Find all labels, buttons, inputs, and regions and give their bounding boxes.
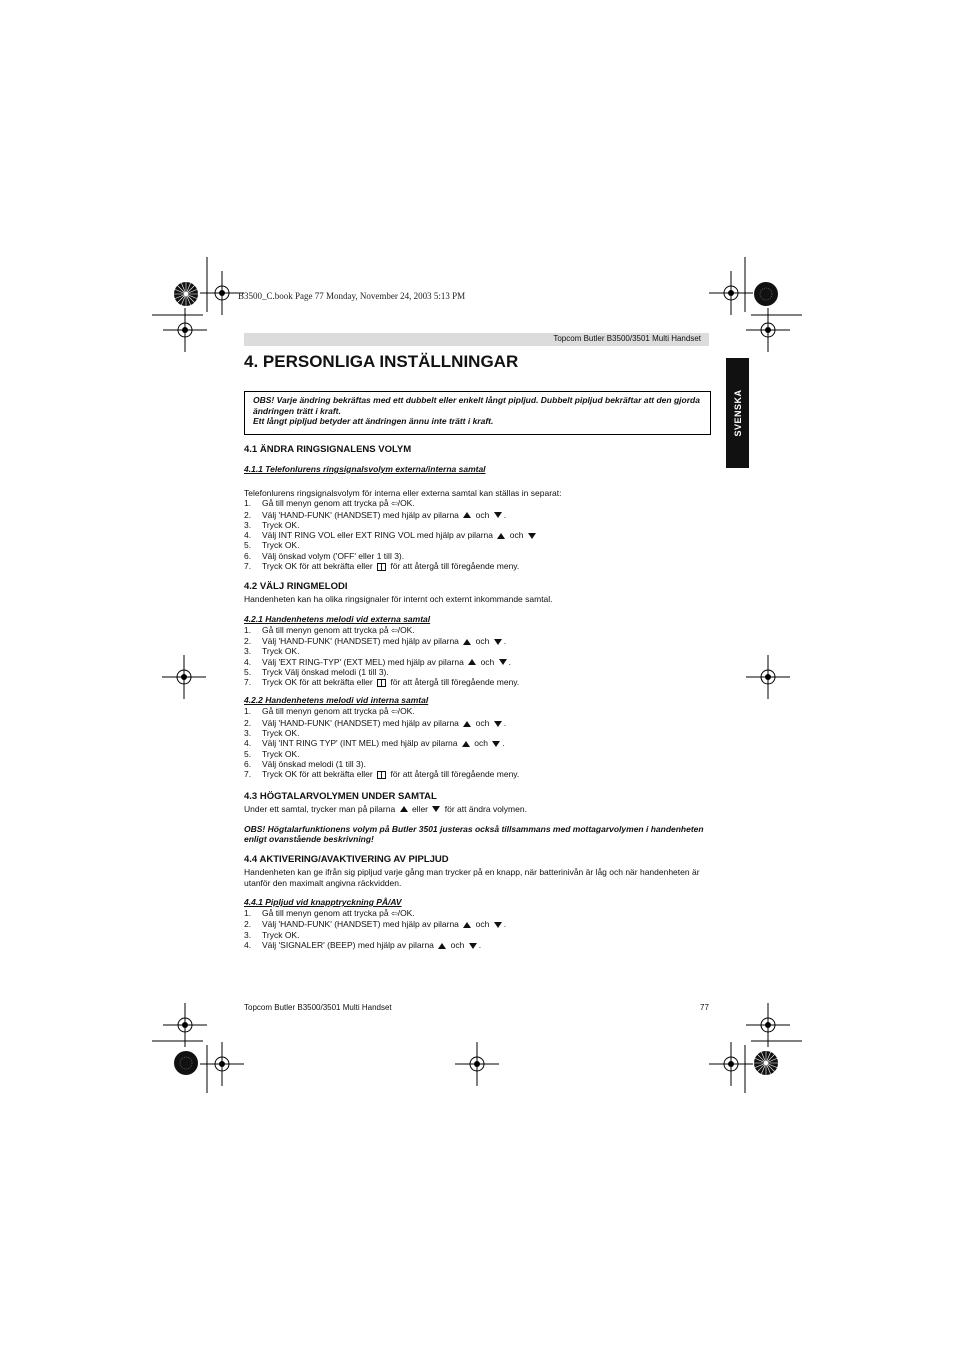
arrow-up-icon	[463, 922, 471, 928]
obs-notice-line-1: OBS! Varje ändring bekräftas med ett dubbelt eller enkelt långt pipljud. Dubbelt pipljud bekräftar att den gjorda ändringen trätt i kraft.	[253, 395, 700, 416]
obs-notice-box	[244, 391, 711, 435]
arrow-up-icon	[468, 659, 476, 665]
list-item: 3. Tryck OK.	[244, 929, 300, 940]
list-item: 7. Tryck OK för att bekräfta eller för att återgå till föregående meny.	[244, 769, 520, 780]
subsection-heading-4-2-1: 4.2.1 Handenhetens melodi vid externa samtal	[244, 613, 431, 624]
section-heading-4-3: 4.3 HÖGTALARVOLYMEN UNDER SAMTAL	[244, 790, 437, 802]
main-content	[244, 444, 709, 950]
arrow-up-icon	[463, 512, 471, 518]
arrow-up-icon	[463, 639, 471, 645]
section-heading-4-2: 4.2 VÄLJ RINGMELODI	[244, 581, 348, 593]
menu-key-icon: ⇦	[391, 499, 398, 509]
list-item: 4. Välj 'EXT RING-TYP' (EXT MEL) med hjälp av pilarna och .	[244, 656, 512, 667]
list-item: 6. Välj önskad volym ('OFF' eller 1 till 3).	[244, 550, 405, 561]
steps-list-4-4-1	[244, 908, 709, 950]
arrow-up-icon	[497, 533, 505, 539]
list-item: 2. Välj 'HAND-FUNK' (HANDSET) med hjälp av pilarna och .	[244, 717, 507, 728]
arrow-down-icon	[494, 639, 502, 645]
list-item: 7. Tryck OK för att bekräfta eller för att återgå till föregående meny.	[244, 677, 520, 688]
list-item: 1. Gå till menyn genom att trycka på ⇦/OK.	[244, 908, 415, 919]
phonebook-key-icon	[377, 679, 386, 687]
list-item: 5. Tryck OK.	[244, 748, 300, 759]
obs-speaker-note: OBS! Högtalarfunktionens volym på Butler 3501 justeras också tillsammans med mottagarvolymen i handenheten enligt ovanstående beskrivning!	[244, 823, 704, 845]
list-item: 2. Välj 'HAND-FUNK' (HANDSET) med hjälp av pilarna och .	[244, 635, 507, 646]
language-tab-label: SVENSKA	[732, 389, 743, 437]
arrow-down-icon	[499, 659, 507, 665]
list-item: 3. Tryck OK.	[244, 646, 300, 657]
list-item: 2. Välj 'HAND-FUNK' (HANDSET) med hjälp av pilarna och .	[244, 919, 507, 930]
list-item: 5. Tryck OK.	[244, 540, 300, 551]
arrow-up-icon	[463, 721, 471, 727]
list-item: 4. Välj 'SIGNALER' (BEEP) med hjälp av pilarna och .	[244, 939, 482, 950]
paragraph-4-4-intro: Handenheten kan ge ifrån sig pipljud varje gång man trycker på en knapp, när batterinivån är låg och när handenheten är utanför den maximalt angivna räckvidden.	[244, 867, 700, 888]
menu-key-icon: ⇦	[391, 707, 398, 717]
list-item: 4. Välj 'INT RING TYP' (INT MEL) med hjälp av pilarna och .	[244, 738, 505, 749]
footer-product-name: Topcom Butler B3500/3501 Multi Handset	[244, 1003, 392, 1012]
list-item: 3. Tryck OK.	[244, 728, 300, 739]
running-header	[244, 333, 709, 346]
section-heading-4-4: 4.4 AKTIVERING/AVAKTIVERING AV PIPLJUD	[244, 854, 449, 866]
arrow-down-icon	[494, 512, 502, 518]
menu-key-icon: ⇦	[391, 625, 398, 635]
print-info-line: B3500_C.book Page 77 Monday, November 24, 2003 5:13 PM	[238, 291, 466, 301]
arrow-down-icon	[492, 741, 500, 747]
arrow-down-icon	[432, 806, 440, 812]
list-item: 1. Gå till menyn genom att trycka på ⇦/OK.	[244, 498, 415, 509]
subsection-heading-4-2-2: 4.2.2 Handenhetens melodi vid interna samtal	[244, 695, 429, 706]
steps-list-4-2-2	[244, 706, 709, 779]
language-tab	[726, 358, 749, 468]
arrow-up-icon	[438, 943, 446, 949]
running-header-text: Topcom Butler B3500/3501 Multi Handset	[553, 334, 701, 343]
paragraph-4-1-1-intro: Telefonlurens ringsignalsvolym för interna eller externa samtal kan ställas in separat:	[244, 488, 562, 498]
section-heading-4-1: 4.1 ÄNDRA RINGSIGNALENS VOLYM	[244, 444, 412, 455]
phonebook-key-icon	[377, 563, 386, 571]
paragraph-4-2-intro: Handenheten kan ha olika ringsignaler för internt och externt inkommande samtal.	[244, 594, 553, 605]
subsection-heading-4-4-1: 4.4.1 Pipljud vid knapptryckning PÅ/AV	[244, 897, 402, 908]
arrow-up-icon	[462, 741, 470, 747]
page-number: 77	[700, 1003, 709, 1012]
arrow-down-icon	[494, 721, 502, 727]
list-item: 7. Tryck OK för att bekräfta eller för att återgå till föregående meny.	[244, 561, 520, 572]
list-item: 1. Gå till menyn genom att trycka på ⇦/OK.	[244, 706, 415, 717]
list-item: 5. Tryck Välj önskad melodi (1 till 3).	[244, 666, 389, 677]
phonebook-key-icon	[377, 771, 386, 779]
page-title: 4. PERSONLIGA INSTÄLLNINGAR	[244, 352, 519, 371]
steps-list-4-1-1	[244, 498, 709, 571]
menu-key-icon: ⇦	[391, 909, 398, 919]
list-item: 6. Välj önskad melodi (1 till 3).	[244, 758, 366, 769]
arrow-up-icon	[400, 806, 408, 812]
steps-list-4-2-1	[244, 625, 709, 688]
list-item: 1. Gå till menyn genom att trycka på ⇦/OK.	[244, 624, 415, 635]
list-item: 4. Välj INT RING VOL eller EXT RING VOL med hjälp av pilarna och	[244, 530, 709, 540]
obs-notice-line-2: Ett långt pipljud betyder att ändringen ännu inte trätt i kraft.	[253, 416, 494, 426]
arrow-down-icon	[494, 922, 502, 928]
list-item: 2. Välj 'HAND-FUNK' (HANDSET) med hjälp av pilarna och .	[244, 509, 507, 520]
paragraph-4-3: Under ett samtal, trycker man på pilarna eller för att ändra volymen.	[244, 803, 527, 814]
subsection-heading-4-1-1: 4.1.1 Telefonlurens ringsignalsvolym externa/interna samtal	[244, 464, 486, 474]
arrow-down-icon	[528, 533, 536, 539]
list-item: 3. Tryck OK.	[244, 519, 300, 530]
arrow-down-icon	[469, 943, 477, 949]
